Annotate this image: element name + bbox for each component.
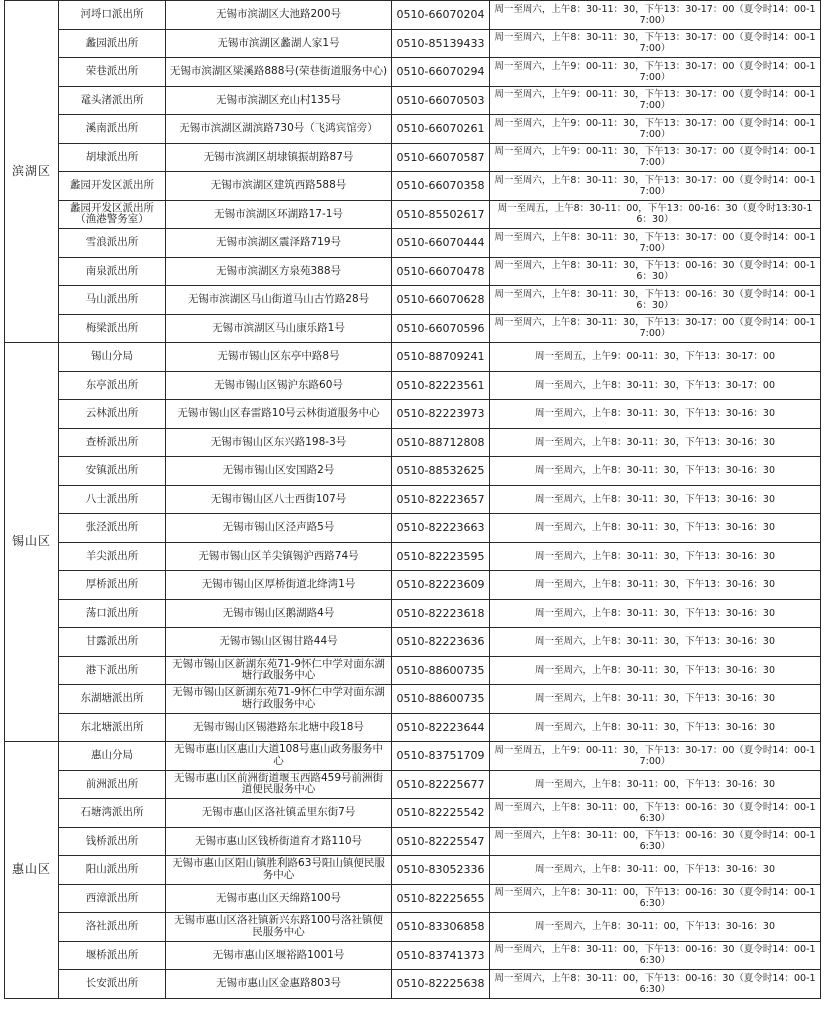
address-cell: 无锡市滨湖区马山街道马山古竹路28号 — [166, 286, 392, 315]
address-cell: 无锡市滨湖区方泉苑388号 — [166, 257, 392, 286]
office-hours-cell: 周一至周五，上午9：00-11：30，下午13：30-17：00（夏令时14：00-17:00） — [490, 742, 821, 771]
phone-cell: 0510-82225542 — [392, 799, 490, 828]
station-name-cell: 荡口派出所 — [59, 599, 166, 628]
office-hours-cell: 周一至周五，上午9：00-11：30，下午13：30-17：00 — [490, 343, 821, 372]
address-cell: 无锡市惠山区惠山大道108号惠山政务服务中心 — [166, 742, 392, 771]
station-name-cell: 河埒口派出所 — [59, 1, 166, 30]
phone-cell: 0510-88709241 — [392, 343, 490, 372]
office-hours-cell: 周一至周六，上午8：30-11：30，下午13：30-17：00 — [490, 371, 821, 400]
station-name-cell: 洛社派出所 — [59, 913, 166, 942]
station-name-cell: 石塘湾派出所 — [59, 799, 166, 828]
address-cell: 无锡市锡山区东亭中路8号 — [166, 343, 392, 372]
table-row — [5, 941, 821, 970]
table-row — [5, 970, 821, 999]
table-row — [5, 713, 821, 742]
address-cell: 无锡市滨湖区梁溪路888号(荣巷街道服务中心) — [166, 58, 392, 87]
station-name-cell: 西漳派出所 — [59, 884, 166, 913]
address-cell: 无锡市锡山区锡甘路44号 — [166, 628, 392, 657]
address-cell: 无锡市锡山区锡港路东北塘中段18号 — [166, 713, 392, 742]
station-name-cell: 蠡园开发区派出所（渔港警务室） — [59, 200, 166, 229]
address-cell: 无锡市滨湖区胡埭镇振胡路87号 — [166, 143, 392, 172]
address-cell: 无锡市惠山区钱桥街道育才路110号 — [166, 827, 392, 856]
table-row — [5, 485, 821, 514]
office-hours-cell: 周一至周六，上午8：30-11：00，下午13：30-16：30 — [490, 770, 821, 799]
address-cell: 无锡市滨湖区大池路200号 — [166, 1, 392, 30]
station-name-cell: 马山派出所 — [59, 286, 166, 315]
address-cell: 无锡市惠山区阳山镇胜利路63号阳山镇便民服务中心 — [166, 856, 392, 885]
office-hours-cell: 周一至周六，上午8：30-11：00，下午13：00-16：30（夏令时14：00-16:30） — [490, 970, 821, 999]
table-row — [5, 29, 821, 58]
table-row — [5, 257, 821, 286]
table-row — [5, 1, 821, 30]
address-cell: 无锡市锡山区锡沪东路60号 — [166, 371, 392, 400]
station-name-cell: 钱桥派出所 — [59, 827, 166, 856]
table-row — [5, 314, 821, 343]
table-row — [5, 428, 821, 457]
address-cell: 无锡市锡山区春雷路10号云林街道服务中心 — [166, 400, 392, 429]
phone-cell: 0510-88600735 — [392, 656, 490, 685]
station-name-cell: 查桥派出所 — [59, 428, 166, 457]
table-row — [5, 913, 821, 942]
office-hours-cell: 周一至周六，上午8：30-11：00，下午13：30-16：30 — [490, 856, 821, 885]
office-hours-cell: 周一至周六，上午8：30-11：30，下午13：30-16：30 — [490, 713, 821, 742]
address-cell: 无锡市惠山区堰裕路1001号 — [166, 941, 392, 970]
office-hours-cell: 周一至周六，上午9：00-11：30，下午13：30-17：00（夏令时14：00-17:00） — [490, 58, 821, 87]
station-name-cell: 安镇派出所 — [59, 457, 166, 486]
office-hours-cell: 周一至周六，上午8：30-11：30，下午13：30-16：30 — [490, 599, 821, 628]
table-row — [5, 200, 821, 229]
address-cell: 无锡市滨湖区环湖路17-1号 — [166, 200, 392, 229]
phone-cell: 0510-88600735 — [392, 685, 490, 714]
address-cell: 无锡市滨湖区蠡湖人家1号 — [166, 29, 392, 58]
office-hours-cell: 周一至周六，上午8：30-11：30，下午13：30-17：00（夏令时14：00-17:00） — [490, 229, 821, 258]
phone-cell: 0510-66070503 — [392, 86, 490, 115]
office-hours-cell: 周一至周六，上午8：30-11：30，下午13：30-17：00（夏令时14：00-17:00） — [490, 172, 821, 201]
phone-cell: 0510-82225677 — [392, 770, 490, 799]
table-row — [5, 172, 821, 201]
office-hours-cell: 周一至周六，上午8：30-11：00，下午13：00-16：30（夏令时14：00-16:30） — [490, 884, 821, 913]
phone-cell: 0510-82223636 — [392, 628, 490, 657]
office-hours-cell: 周一至周六，上午9：00-11：30，下午13：30-17：00（夏令时14：00-17:00） — [490, 143, 821, 172]
district-cell: 滨湖区 — [5, 1, 59, 343]
office-hours-cell: 周一至周六，上午8：30-11：30，下午13：30-16：30 — [490, 400, 821, 429]
address-cell: 无锡市滨湖区充山村135号 — [166, 86, 392, 115]
phone-cell: 0510-66070587 — [392, 143, 490, 172]
station-name-cell: 长安派出所 — [59, 970, 166, 999]
office-hours-cell: 周一至周六，上午8：30-11：30，下午13：30-16：30 — [490, 685, 821, 714]
table-body — [5, 1, 821, 999]
table-row — [5, 542, 821, 571]
station-name-cell: 东湖塘派出所 — [59, 685, 166, 714]
address-cell: 无锡市锡山区厚桥街道北绛湾1号 — [166, 571, 392, 600]
station-name-cell: 东亭派出所 — [59, 371, 166, 400]
address-cell: 无锡市锡山区新湖东苑71-9怀仁中学对面东湖塘行政服务中心 — [166, 656, 392, 685]
phone-cell: 0510-83306858 — [392, 913, 490, 942]
phone-cell: 0510-66070628 — [392, 286, 490, 315]
phone-cell: 0510-82223609 — [392, 571, 490, 600]
phone-cell: 0510-82223561 — [392, 371, 490, 400]
office-hours-cell: 周一至周六，上午8：30-11：30，下午13：30-16：30 — [490, 514, 821, 543]
phone-cell: 0510-82225638 — [392, 970, 490, 999]
office-hours-cell: 周一至周六，上午8：30-11：30，下午13：30-16：30 — [490, 542, 821, 571]
station-name-cell: 南泉派出所 — [59, 257, 166, 286]
office-hours-cell: 周一至周六，上午8：30-11：00，下午13：00-16：30（夏令时14：00-16:30） — [490, 827, 821, 856]
table-row — [5, 371, 821, 400]
table-row — [5, 143, 821, 172]
phone-cell: 0510-82223663 — [392, 514, 490, 543]
address-cell: 无锡市惠山区前洲街道堰玉西路459号前洲街道便民服务中心 — [166, 770, 392, 799]
address-cell: 无锡市惠山区天绵路100号 — [166, 884, 392, 913]
table-row — [5, 343, 821, 372]
office-hours-cell: 周一至周六，上午9：00-11：30，下午13：30-17：00（夏令时14：00-17:00） — [490, 115, 821, 144]
table-row — [5, 86, 821, 115]
station-name-cell: 前洲派出所 — [59, 770, 166, 799]
table-row — [5, 457, 821, 486]
station-name-cell: 甘露派出所 — [59, 628, 166, 657]
district-cell: 惠山区 — [5, 742, 59, 999]
station-name-cell: 堰桥派出所 — [59, 941, 166, 970]
address-cell: 无锡市锡山区东兴路198-3号 — [166, 428, 392, 457]
station-name-cell: 胡埭派出所 — [59, 143, 166, 172]
phone-cell: 0510-82223595 — [392, 542, 490, 571]
table-row — [5, 799, 821, 828]
station-name-cell: 阳山派出所 — [59, 856, 166, 885]
station-name-cell: 羊尖派出所 — [59, 542, 166, 571]
phone-cell: 0510-66070444 — [392, 229, 490, 258]
phone-cell: 0510-82225547 — [392, 827, 490, 856]
address-cell: 无锡市锡山区八士西街107号 — [166, 485, 392, 514]
station-name-cell: 蠡园派出所 — [59, 29, 166, 58]
office-hours-cell: 周一至周六，上午9：00-11：30，下午13：30-17：00（夏令时14：00-17:00） — [490, 86, 821, 115]
office-hours-cell: 周一至周六，上午8：30-11：00，下午13：00-16：30（夏令时14：00-16:30） — [490, 799, 821, 828]
table-row — [5, 856, 821, 885]
phone-cell: 0510-82225655 — [392, 884, 490, 913]
phone-cell: 0510-66070596 — [392, 314, 490, 343]
office-hours-cell: 周一至周六，上午8：30-11：30，下午13：30-16：30 — [490, 656, 821, 685]
address-cell: 无锡市锡山区泾声路5号 — [166, 514, 392, 543]
phone-cell: 0510-66070261 — [392, 115, 490, 144]
address-cell: 无锡市锡山区鹅湖路4号 — [166, 599, 392, 628]
office-hours-cell: 周一至周六，上午8：30-11：00，下午13：00-16：30（夏令时14：00-16:30） — [490, 941, 821, 970]
office-hours-cell: 周一至周六，上午8：30-11：30，下午13：30-16：30 — [490, 485, 821, 514]
station-name-cell: 云林派出所 — [59, 400, 166, 429]
phone-cell: 0510-66070294 — [392, 58, 490, 87]
table-row — [5, 571, 821, 600]
phone-cell: 0510-85139433 — [392, 29, 490, 58]
station-name-cell: 荣巷派出所 — [59, 58, 166, 87]
office-hours-cell: 周一至周六，上午8：30-11：30，下午13：00-16：30（夏令时14：00-16：30） — [490, 257, 821, 286]
table-row — [5, 599, 821, 628]
table-row — [5, 400, 821, 429]
office-hours-cell: 周一至周五，上午8：30-11：00，下午13：00-16：30（夏令时13:30-16：30） — [490, 200, 821, 229]
table-row — [5, 514, 821, 543]
office-hours-cell: 周一至周六，上午8：30-11：30，下午13：30-17：00（夏令时14：00-17:00） — [490, 29, 821, 58]
station-name-cell: 港下派出所 — [59, 656, 166, 685]
phone-cell: 0510-82223618 — [392, 599, 490, 628]
phone-cell: 0510-83741373 — [392, 941, 490, 970]
station-name-cell: 溪南派出所 — [59, 115, 166, 144]
office-hours-cell: 周一至周六，上午8：30-11：30，下午13：00-16：30（夏令时14：00-16：30） — [490, 286, 821, 315]
station-name-cell: 鼋头渚派出所 — [59, 86, 166, 115]
phone-cell: 0510-66070358 — [392, 172, 490, 201]
office-hours-cell: 周一至周六，上午8：30-11：30，下午13：30-16：30 — [490, 628, 821, 657]
table-row — [5, 827, 821, 856]
phone-cell: 0510-66070204 — [392, 1, 490, 30]
station-name-cell: 八士派出所 — [59, 485, 166, 514]
station-name-cell: 厚桥派出所 — [59, 571, 166, 600]
station-name-cell: 张泾派出所 — [59, 514, 166, 543]
station-name-cell: 东北塘派出所 — [59, 713, 166, 742]
table-row — [5, 656, 821, 685]
address-cell: 无锡市惠山区洛社镇新兴东路100号洛社镇便民服务中心 — [166, 913, 392, 942]
address-cell: 无锡市锡山区新湖东苑71-9怀仁中学对面东湖塘行政服务中心 — [166, 685, 392, 714]
station-name-cell: 蠡园开发区派出所 — [59, 172, 166, 201]
phone-cell: 0510-85502617 — [392, 200, 490, 229]
table-row — [5, 770, 821, 799]
address-cell: 无锡市滨湖区建筑西路588号 — [166, 172, 392, 201]
address-cell: 无锡市惠山区洛社镇孟里东街7号 — [166, 799, 392, 828]
district-cell: 锡山区 — [5, 343, 59, 742]
phone-cell: 0510-82223644 — [392, 713, 490, 742]
phone-cell: 0510-66070478 — [392, 257, 490, 286]
office-hours-cell: 周一至周六，上午8：30-11：30，下午13：30-16：30 — [490, 457, 821, 486]
table-row — [5, 286, 821, 315]
address-cell: 无锡市滨湖区湖滨路730号（飞鸿宾馆旁） — [166, 115, 392, 144]
address-cell: 无锡市滨湖区震泽路719号 — [166, 229, 392, 258]
phone-cell: 0510-88712808 — [392, 428, 490, 457]
phone-cell: 0510-82223657 — [392, 485, 490, 514]
station-name-cell: 惠山分局 — [59, 742, 166, 771]
table-row — [5, 685, 821, 714]
office-hours-cell: 周一至周六，上午8：30-11：30，下午13：30-17：00（夏令时14：00-17:00） — [490, 1, 821, 30]
office-hours-cell: 周一至周六，上午8：30-11：30，下午13：30-16：30 — [490, 428, 821, 457]
phone-cell: 0510-83751709 — [392, 742, 490, 771]
office-hours-cell: 周一至周六，上午8：30-11：30，下午13：30-17：00（夏令时14：00-17:00） — [490, 314, 821, 343]
station-name-cell: 雪浪派出所 — [59, 229, 166, 258]
table-row — [5, 884, 821, 913]
table-row — [5, 742, 821, 771]
address-cell: 无锡市锡山区羊尖镇锡沪西路74号 — [166, 542, 392, 571]
table-row — [5, 58, 821, 87]
phone-cell: 0510-83052336 — [392, 856, 490, 885]
police-station-table — [4, 0, 821, 999]
table-row — [5, 229, 821, 258]
station-name-cell: 梅梁派出所 — [59, 314, 166, 343]
office-hours-cell: 周一至周六，上午8：30-11：30，下午13：30-16：30 — [490, 571, 821, 600]
address-cell: 无锡市滨湖区马山康乐路1号 — [166, 314, 392, 343]
table-row — [5, 628, 821, 657]
phone-cell: 0510-82223973 — [392, 400, 490, 429]
phone-cell: 0510-88532625 — [392, 457, 490, 486]
office-hours-cell: 周一至周六，上午8：30-11：00，下午13：30-16：30 — [490, 913, 821, 942]
station-name-cell: 锡山分局 — [59, 343, 166, 372]
address-cell: 无锡市锡山区安国路2号 — [166, 457, 392, 486]
table-row — [5, 115, 821, 144]
address-cell: 无锡市惠山区金惠路803号 — [166, 970, 392, 999]
